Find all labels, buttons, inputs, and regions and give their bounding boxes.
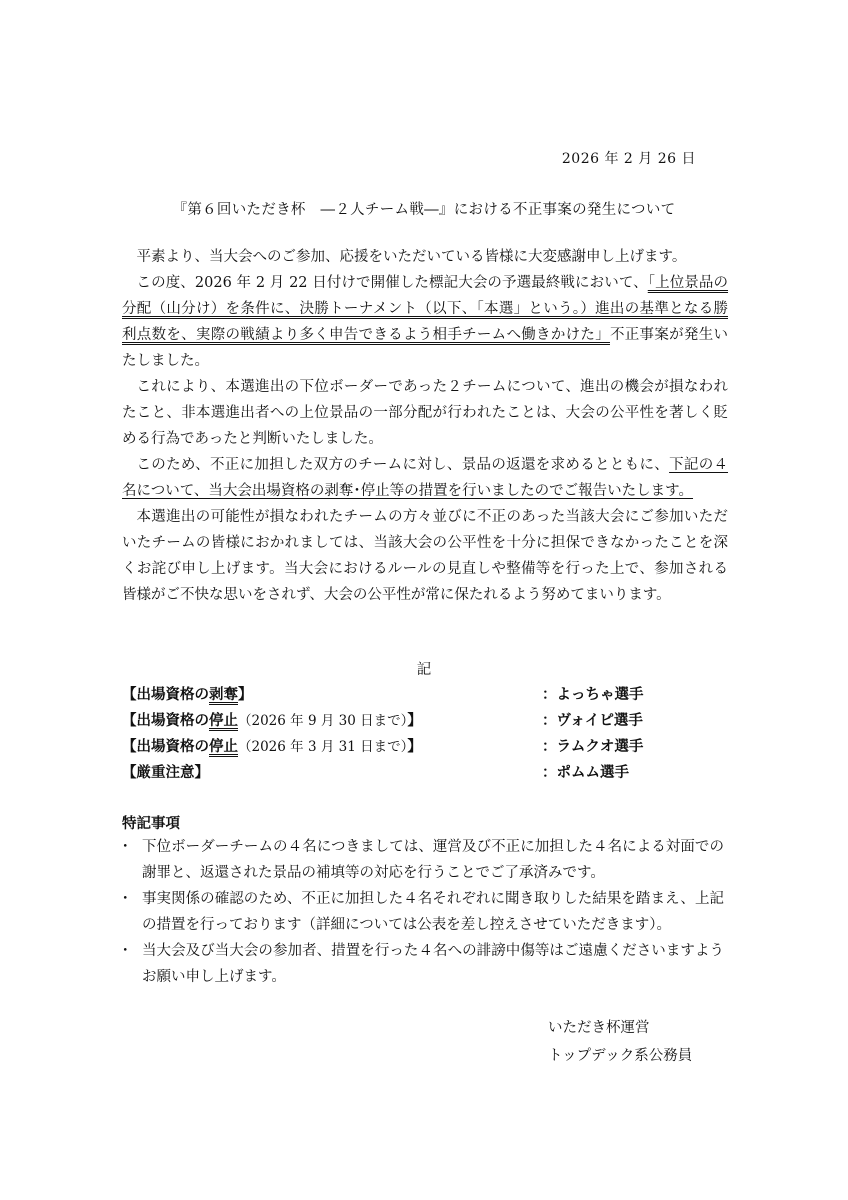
player-name: ：ラムクオ選手 [542,739,644,755]
measure-label [122,708,422,734]
player-name: ：よっちゃ選手 [542,687,644,703]
incident-intro-text: この度、2026 年 2 月 22 日付けで開催した標記大会の予選最終戦において、 [136,275,648,291]
measure-prefix: 【厳重注意 [122,765,195,781]
measure-prefix: 【出場資格の [122,739,209,755]
measure-prefix: 【出場資格の [122,687,209,703]
paragraph-apology: 本選進出の可能性が損なわれたチームの方々並びに不正のあった当該大会にご参加いただいたチームの皆様におかれましては、当該大会の公平性を十分に担保できなかったことを深くお詫び申し上げます。当大会におけるルールの見直しや整備等を行った上で、参加される皆様がご不快な思いをされず、大会の公平性が常に保たれるよう努めてまいります。 [122,509,728,603]
measure-label [122,760,209,786]
measure-suffix: 】 [407,739,422,755]
measure-suffix: 】 [407,713,422,729]
ki-heading: 記 [416,662,432,678]
player-name: ：ポムム選手 [542,765,629,781]
notes-heading: 特記事項 [122,816,180,832]
measure-key: 停止 [209,739,238,755]
measures-underlined-text: 下記の４名について、当大会出場資格の剥奪･停止等の措置を行いましたのでご報告いたします。 [122,457,729,499]
measure-period: （2026 年 9 月 30 日まで） [238,713,408,729]
signature-block [548,1014,692,1070]
document-date: 2026 年 2 月 26 日 [561,151,696,167]
paragraph-greeting: 平素より、当大会へのご参加、応援をいただいている皆様に大変感謝申し上げます。 [136,249,687,265]
measure-key: 停止 [209,713,238,729]
signature-name: トップデック系公務員 [548,1048,693,1064]
measures-intro-text: このため、不正に加担した双方のチームに対し、景品の返還を求めるとともに、 [136,457,670,473]
measure-row [122,760,728,786]
measure-label [122,682,253,708]
measure-suffix: 】 [238,687,253,703]
measure-key: 剥奪 [209,687,238,703]
incident-outro-text: 不正事案が発生いたしました。 [122,327,728,369]
incident-description-underlined: 「上位景品の分配（山分け）を条件に、決勝トーナメント（以下、「本選」という。）進出の基準となる勝利点数を、実際の戦績より多く申告できるよう相手チームへ働きかけた」 [122,275,729,343]
measures-list [122,682,728,786]
note-item: ・ 下位ボーダーチームの４名につきましては、運営及び不正に加担した４名による対面での謝罪と、返還された景品の補填等の対応を行うことでご了承済みです。 [122,834,728,886]
measure-period: （2026 年 3 月 31 日まで） [238,739,408,755]
measure-row [122,734,728,760]
measure-label [122,734,422,760]
signature-org: いただき杯運営 [548,1020,650,1036]
paragraph-judgement: これにより、本選進出の下位ボーダーであった２チームについて、進出の機会が損なわれたこと、非本選進出者への上位景品の一部分配が行われたことは、大会の公平性を著しく貶める行為であったと判断いたしました。 [122,379,728,447]
measure-suffix: 】 [194,765,209,781]
notes-list [122,834,728,990]
measure-row [122,708,728,734]
paragraph-measures [122,452,728,504]
measure-prefix: 【出場資格の [122,713,209,729]
player-name: ：ヴォイピ選手 [542,713,643,729]
note-item: ・ 事実関係の確認のため、不正に加担した４名それぞれに聞き取りした結果を踏まえ、上記の措置を行っております（詳細については公表を差し控えさせていただきます）。 [122,886,728,938]
note-item: ・ 当大会及び当大会の参加者、措置を行った４名への誹謗中傷等はご遠慮くださいますようお願い申し上げます。 [122,938,728,990]
document-title: 『第６回いただき杯 ―２人チーム戦―』における不正事案の発生について [172,202,676,218]
paragraph-incident [122,270,728,374]
document-body [122,244,728,608]
measure-row [122,682,728,708]
